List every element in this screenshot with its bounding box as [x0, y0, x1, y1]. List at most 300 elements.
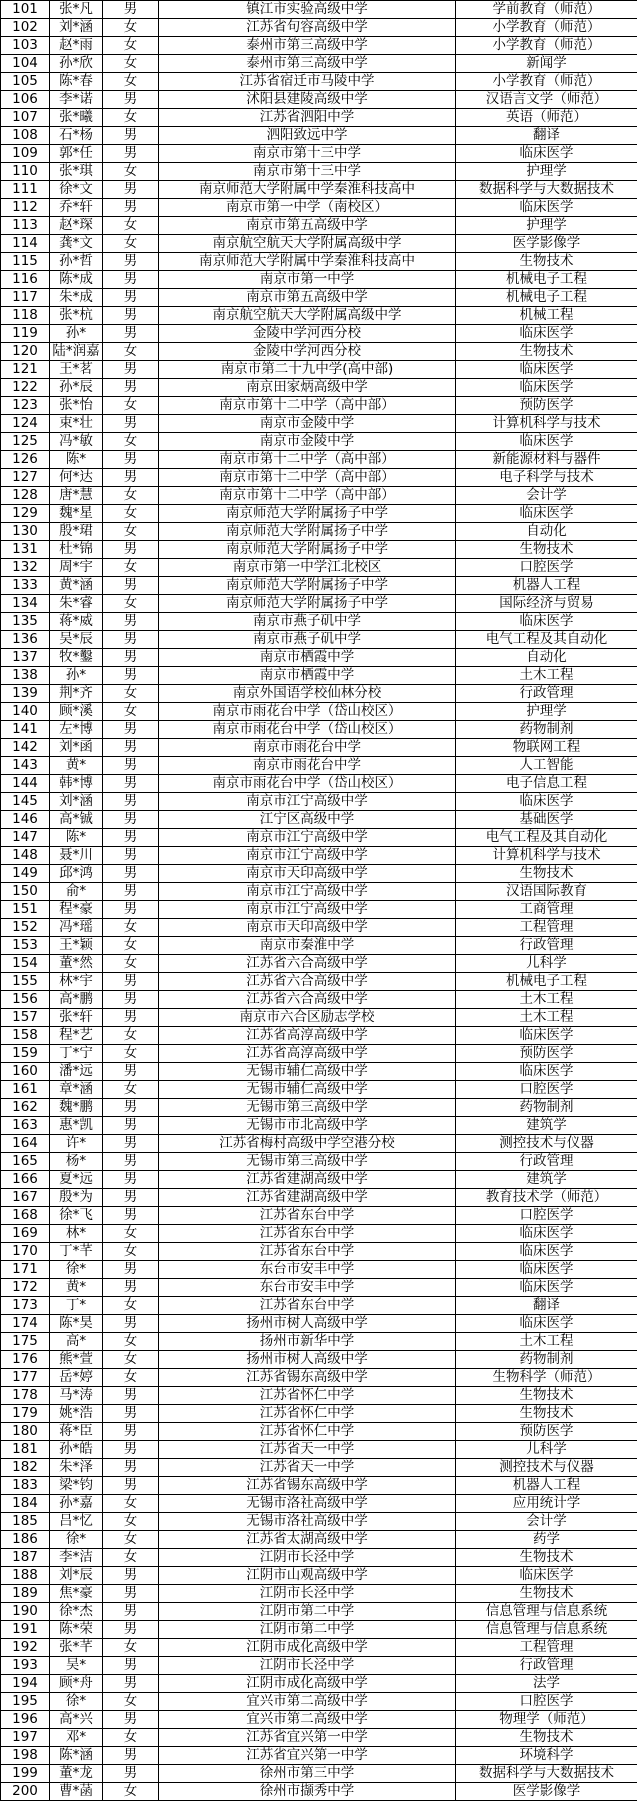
student-name: 焦*豪: [50, 1585, 103, 1603]
major: 土木工程: [456, 1009, 637, 1027]
major: 机器人工程: [456, 1477, 637, 1495]
student-name: 陈*: [50, 829, 103, 847]
table-row: [1, 1387, 637, 1405]
gender: 男: [103, 1423, 159, 1441]
gender: 男: [103, 667, 159, 685]
table-row: [1, 865, 637, 883]
major: 测控技术与仪器: [456, 1135, 637, 1153]
high-school: 南京市天印高级中学: [159, 919, 456, 937]
major: 护理学: [456, 703, 637, 721]
student-name: 唐*慧: [50, 487, 103, 505]
student-name: 左*博: [50, 721, 103, 739]
row-number: 129: [1, 505, 50, 523]
major: 生物技术: [456, 1549, 637, 1567]
high-school: 江阴市成化高级中学: [159, 1675, 456, 1693]
table-row: [1, 847, 637, 865]
major: 计算机科学与技术: [456, 415, 637, 433]
row-number: 183: [1, 1477, 50, 1495]
gender: 女: [103, 505, 159, 523]
major: 预防医学: [456, 1423, 637, 1441]
table-row: [1, 415, 637, 433]
major: 临床医学: [456, 145, 637, 163]
student-name: 郭*任: [50, 145, 103, 163]
table-row: [1, 937, 637, 955]
major: 工商管理: [456, 901, 637, 919]
high-school: 南京市第五高级中学: [159, 289, 456, 307]
student-name: 林*: [50, 1225, 103, 1243]
major: 自动化: [456, 523, 637, 541]
row-number: 167: [1, 1189, 50, 1207]
high-school: 无锡市辅仁高级中学: [159, 1081, 456, 1099]
table-row: [1, 1171, 637, 1189]
student-name: 冯*敏: [50, 433, 103, 451]
gender: 男: [103, 757, 159, 775]
table-row: [1, 1405, 637, 1423]
high-school: 无锡市第三高级中学: [159, 1153, 456, 1171]
table-row: [1, 163, 637, 181]
row-number: 109: [1, 145, 50, 163]
table-row: [1, 1441, 637, 1459]
row-number: 134: [1, 595, 50, 613]
high-school: 江苏省建湖高级中学: [159, 1171, 456, 1189]
row-number: 200: [1, 1783, 50, 1801]
gender: 男: [103, 451, 159, 469]
student-name: 朱*睿: [50, 595, 103, 613]
gender: 男: [103, 721, 159, 739]
table-row: [1, 361, 637, 379]
gender: 男: [103, 1747, 159, 1765]
high-school: 南京市金陵中学: [159, 415, 456, 433]
student-name: 徐*飞: [50, 1207, 103, 1225]
student-name: 朱*泽: [50, 1459, 103, 1477]
student-name: 李*洁: [50, 1549, 103, 1567]
table-row: [1, 1081, 637, 1099]
row-number: 123: [1, 397, 50, 415]
table-row: [1, 181, 637, 199]
gender: 女: [103, 1027, 159, 1045]
major: 行政管理: [456, 937, 637, 955]
gender: 男: [103, 1657, 159, 1675]
gender: 男: [103, 1153, 159, 1171]
gender: 女: [103, 37, 159, 55]
gender: 男: [103, 1675, 159, 1693]
row-number: 189: [1, 1585, 50, 1603]
student-name: 束*壮: [50, 415, 103, 433]
high-school: 南京师范大学附属扬子中学: [159, 505, 456, 523]
row-number: 198: [1, 1747, 50, 1765]
gender: 女: [103, 1225, 159, 1243]
row-number: 126: [1, 451, 50, 469]
row-number: 148: [1, 847, 50, 865]
table-row: [1, 1027, 637, 1045]
table-row: [1, 109, 637, 127]
major: 儿科学: [456, 1441, 637, 1459]
high-school: 南京市第一中学: [159, 271, 456, 289]
major: 临床医学: [456, 1027, 637, 1045]
row-number: 142: [1, 739, 50, 757]
table-row: [1, 667, 637, 685]
major: 应用统计学: [456, 1495, 637, 1513]
student-name: 赵*琛: [50, 217, 103, 235]
row-number: 137: [1, 649, 50, 667]
student-name: 殷*珺: [50, 523, 103, 541]
row-number: 194: [1, 1675, 50, 1693]
major: 国际经济与贸易: [456, 595, 637, 613]
row-number: 191: [1, 1621, 50, 1639]
high-school: 南京师范大学附属中学秦淮科技高中: [159, 253, 456, 271]
major: 生物科学（师范）: [456, 1369, 637, 1387]
table-row: [1, 721, 637, 739]
row-number: 143: [1, 757, 50, 775]
major: 生物技术: [456, 1729, 637, 1747]
major: 电子科学与技术: [456, 469, 637, 487]
row-number: 159: [1, 1045, 50, 1063]
row-number: 185: [1, 1513, 50, 1531]
high-school: 江苏省宜兴第一中学: [159, 1747, 456, 1765]
table-row: [1, 1045, 637, 1063]
high-school: 南京市秦淮中学: [159, 937, 456, 955]
student-name: 魏*鹏: [50, 1099, 103, 1117]
table-row: [1, 397, 637, 415]
major: 临床医学: [456, 361, 637, 379]
table-row: [1, 55, 637, 73]
major: 预防医学: [456, 1045, 637, 1063]
high-school: 江苏省梅村高级中学空港分校: [159, 1135, 456, 1153]
table-row: [1, 595, 637, 613]
student-name: 姚*浩: [50, 1405, 103, 1423]
gender: 男: [103, 1477, 159, 1495]
gender: 男: [103, 1135, 159, 1153]
major: 生物技术: [456, 541, 637, 559]
major: 机械工程: [456, 307, 637, 325]
major: 英语（师范）: [456, 109, 637, 127]
major: 电子信息工程: [456, 775, 637, 793]
gender: 男: [103, 1765, 159, 1783]
high-school: 南京市第十二中学（高中部）: [159, 397, 456, 415]
major: 计算机科学与技术: [456, 847, 637, 865]
high-school: 无锡市第三高级中学: [159, 1099, 456, 1117]
row-number: 161: [1, 1081, 50, 1099]
high-school: 江阴市长泾中学: [159, 1585, 456, 1603]
row-number: 162: [1, 1099, 50, 1117]
student-name: 吴*: [50, 1657, 103, 1675]
gender: 女: [103, 55, 159, 73]
major: 口腔医学: [456, 559, 637, 577]
student-name: 孙*欣: [50, 55, 103, 73]
high-school: 南京市燕子矶中学: [159, 631, 456, 649]
row-number: 119: [1, 325, 50, 343]
high-school: 江苏省太湖高级中学: [159, 1531, 456, 1549]
row-number: 138: [1, 667, 50, 685]
student-name: 朱*成: [50, 289, 103, 307]
student-name: 赵*雨: [50, 37, 103, 55]
major: 行政管理: [456, 1657, 637, 1675]
high-school: 江苏省六合高级中学: [159, 973, 456, 991]
gender: 女: [103, 955, 159, 973]
student-name: 林*宇: [50, 973, 103, 991]
student-name: 王*颖: [50, 937, 103, 955]
major: 儿科学: [456, 955, 637, 973]
gender: 男: [103, 1387, 159, 1405]
row-number: 110: [1, 163, 50, 181]
row-number: 108: [1, 127, 50, 145]
high-school: 南京市天印高级中学: [159, 865, 456, 883]
row-number: 128: [1, 487, 50, 505]
row-number: 188: [1, 1567, 50, 1585]
high-school: 南京市第十二中学（高中部）: [159, 469, 456, 487]
gender: 男: [103, 1171, 159, 1189]
table-row: [1, 991, 637, 1009]
high-school: 南京市雨花台中学（岱山校区）: [159, 721, 456, 739]
table-row: [1, 1, 637, 19]
student-name: 殷*为: [50, 1189, 103, 1207]
table-row: [1, 1243, 637, 1261]
high-school: 南京市栖霞中学: [159, 667, 456, 685]
major: 医学影像学: [456, 235, 637, 253]
table-row: [1, 343, 637, 361]
gender: 男: [103, 379, 159, 397]
major: 临床医学: [456, 1567, 637, 1585]
table-row: [1, 1009, 637, 1027]
table-row: [1, 1225, 637, 1243]
student-name: 董*龙: [50, 1765, 103, 1783]
gender: 男: [103, 1603, 159, 1621]
student-name: 梁*钧: [50, 1477, 103, 1495]
major: 新闻学: [456, 55, 637, 73]
high-school: 泗阳致远中学: [159, 127, 456, 145]
major: 生物技术: [456, 1387, 637, 1405]
table-row: [1, 235, 637, 253]
row-number: 105: [1, 73, 50, 91]
student-name: 蒋*臣: [50, 1423, 103, 1441]
gender: 女: [103, 559, 159, 577]
student-name: 丁*: [50, 1297, 103, 1315]
gender: 男: [103, 469, 159, 487]
student-name: 高*鹏: [50, 991, 103, 1009]
row-number: 127: [1, 469, 50, 487]
row-number: 172: [1, 1279, 50, 1297]
high-school: 金陵中学河西分校: [159, 325, 456, 343]
row-number: 132: [1, 559, 50, 577]
gender: 男: [103, 1585, 159, 1603]
high-school: 江苏省东台中学: [159, 1297, 456, 1315]
table-row: [1, 739, 637, 757]
major: 临床医学: [456, 1243, 637, 1261]
student-name: 顾*舟: [50, 1675, 103, 1693]
table-row: [1, 217, 637, 235]
major: 机械电子工程: [456, 271, 637, 289]
major: 会计学: [456, 487, 637, 505]
table-row: [1, 1585, 637, 1603]
major: 土木工程: [456, 991, 637, 1009]
gender: 男: [103, 1315, 159, 1333]
gender: 女: [103, 1351, 159, 1369]
gender: 女: [103, 1243, 159, 1261]
high-school: 沭阳县建陵高级中学: [159, 91, 456, 109]
student-name: 张*杭: [50, 307, 103, 325]
row-number: 186: [1, 1531, 50, 1549]
student-name: 孙*: [50, 667, 103, 685]
major: 口腔医学: [456, 1693, 637, 1711]
table-row: [1, 1333, 637, 1351]
major: 临床医学: [456, 1063, 637, 1081]
row-number: 131: [1, 541, 50, 559]
table-row: [1, 955, 637, 973]
table-row: [1, 793, 637, 811]
gender: 男: [103, 1207, 159, 1225]
gender: 男: [103, 775, 159, 793]
table-row: [1, 883, 637, 901]
high-school: 南京师范大学附属扬子中学: [159, 595, 456, 613]
row-number: 173: [1, 1297, 50, 1315]
student-name: 丁*芊: [50, 1243, 103, 1261]
high-school: 南京市江宁高级中学: [159, 847, 456, 865]
high-school: 无锡市市北高级中学: [159, 1117, 456, 1135]
table-row: [1, 1459, 637, 1477]
student-name: 顾*溪: [50, 703, 103, 721]
row-number: 199: [1, 1765, 50, 1783]
gender: 男: [103, 901, 159, 919]
student-name: 龚*文: [50, 235, 103, 253]
table-row: [1, 253, 637, 271]
table-row: [1, 1549, 637, 1567]
major: 药物制剂: [456, 721, 637, 739]
table-row: [1, 1477, 637, 1495]
major: 预防医学: [456, 397, 637, 415]
major: 建筑学: [456, 1171, 637, 1189]
major: 环境科学: [456, 1747, 637, 1765]
high-school: 南京市金陵中学: [159, 433, 456, 451]
major: 生物技术: [456, 343, 637, 361]
high-school: 南京市第五高级中学: [159, 217, 456, 235]
table-row: [1, 487, 637, 505]
gender: 男: [103, 1459, 159, 1477]
major: 生物技术: [456, 253, 637, 271]
row-number: 165: [1, 1153, 50, 1171]
row-number: 147: [1, 829, 50, 847]
high-school: 江苏省宿迁市马陵中学: [159, 73, 456, 91]
major: 物联网工程: [456, 739, 637, 757]
table-row: [1, 1297, 637, 1315]
student-name: 曹*菡: [50, 1783, 103, 1801]
gender: 女: [103, 19, 159, 37]
high-school: 江阴市第二中学: [159, 1603, 456, 1621]
gender: 男: [103, 181, 159, 199]
row-number: 184: [1, 1495, 50, 1513]
high-school: 江苏省东台中学: [159, 1243, 456, 1261]
row-number: 113: [1, 217, 50, 235]
table-row: [1, 1567, 637, 1585]
row-number: 140: [1, 703, 50, 721]
row-number: 196: [1, 1711, 50, 1729]
row-number: 104: [1, 55, 50, 73]
table-row: [1, 91, 637, 109]
table-row: [1, 1639, 637, 1657]
row-number: 144: [1, 775, 50, 793]
row-number: 166: [1, 1171, 50, 1189]
table-row: [1, 685, 637, 703]
high-school: 江阴市第二中学: [159, 1621, 456, 1639]
gender: 男: [103, 1711, 159, 1729]
high-school: 南京市第十三中学: [159, 163, 456, 181]
table-row: [1, 127, 637, 145]
row-number: 156: [1, 991, 50, 1009]
high-school: 徐州市第三中学: [159, 1765, 456, 1783]
gender: 男: [103, 1441, 159, 1459]
gender: 男: [103, 325, 159, 343]
gender: 女: [103, 919, 159, 937]
row-number: 179: [1, 1405, 50, 1423]
gender: 女: [103, 1369, 159, 1387]
table-row: [1, 577, 637, 595]
high-school: 江苏省东台中学: [159, 1207, 456, 1225]
student-name: 冯*瑶: [50, 919, 103, 937]
student-name: 高*: [50, 1333, 103, 1351]
major: 口腔医学: [456, 1081, 637, 1099]
high-school: 南京市雨花台中学: [159, 757, 456, 775]
row-number: 180: [1, 1423, 50, 1441]
student-name: 张*曦: [50, 109, 103, 127]
major: 机械电子工程: [456, 289, 637, 307]
row-number: 149: [1, 865, 50, 883]
row-number: 163: [1, 1117, 50, 1135]
student-name: 陈*成: [50, 271, 103, 289]
table-row: [1, 757, 637, 775]
student-name: 孙*: [50, 325, 103, 343]
gender: 女: [103, 163, 159, 181]
high-school: 江阴市山观高级中学: [159, 1567, 456, 1585]
gender: 女: [103, 595, 159, 613]
gender: 男: [103, 1261, 159, 1279]
student-name: 吕*忆: [50, 1513, 103, 1531]
high-school: 泰州市第三高级中学: [159, 37, 456, 55]
table-row: [1, 901, 637, 919]
major: 人工智能: [456, 757, 637, 775]
major: 护理学: [456, 217, 637, 235]
gender: 女: [103, 1729, 159, 1747]
student-name: 刘*函: [50, 739, 103, 757]
gender: 女: [103, 1639, 159, 1657]
gender: 女: [103, 109, 159, 127]
row-number: 122: [1, 379, 50, 397]
gender: 男: [103, 1009, 159, 1027]
table-row: [1, 559, 637, 577]
table-row: [1, 649, 637, 667]
row-number: 182: [1, 1459, 50, 1477]
row-number: 155: [1, 973, 50, 991]
gender: 女: [103, 1693, 159, 1711]
table-row: [1, 1657, 637, 1675]
student-name: 孙*辰: [50, 379, 103, 397]
gender: 男: [103, 613, 159, 631]
high-school: 南京市第一中学江北校区: [159, 559, 456, 577]
student-name: 聂*川: [50, 847, 103, 865]
gender: 男: [103, 541, 159, 559]
table-row: [1, 37, 637, 55]
gender: 女: [103, 1549, 159, 1567]
high-school: 南京师范大学附属扬子中学: [159, 577, 456, 595]
table-row: [1, 1351, 637, 1369]
table-row: [1, 829, 637, 847]
high-school: 南京市江宁高级中学: [159, 883, 456, 901]
row-number: 178: [1, 1387, 50, 1405]
student-name: 周*宇: [50, 559, 103, 577]
row-number: 136: [1, 631, 50, 649]
table-row: [1, 1603, 637, 1621]
student-name: 黄*: [50, 1279, 103, 1297]
student-name: 董*然: [50, 955, 103, 973]
student-name: 陈*荣: [50, 1621, 103, 1639]
